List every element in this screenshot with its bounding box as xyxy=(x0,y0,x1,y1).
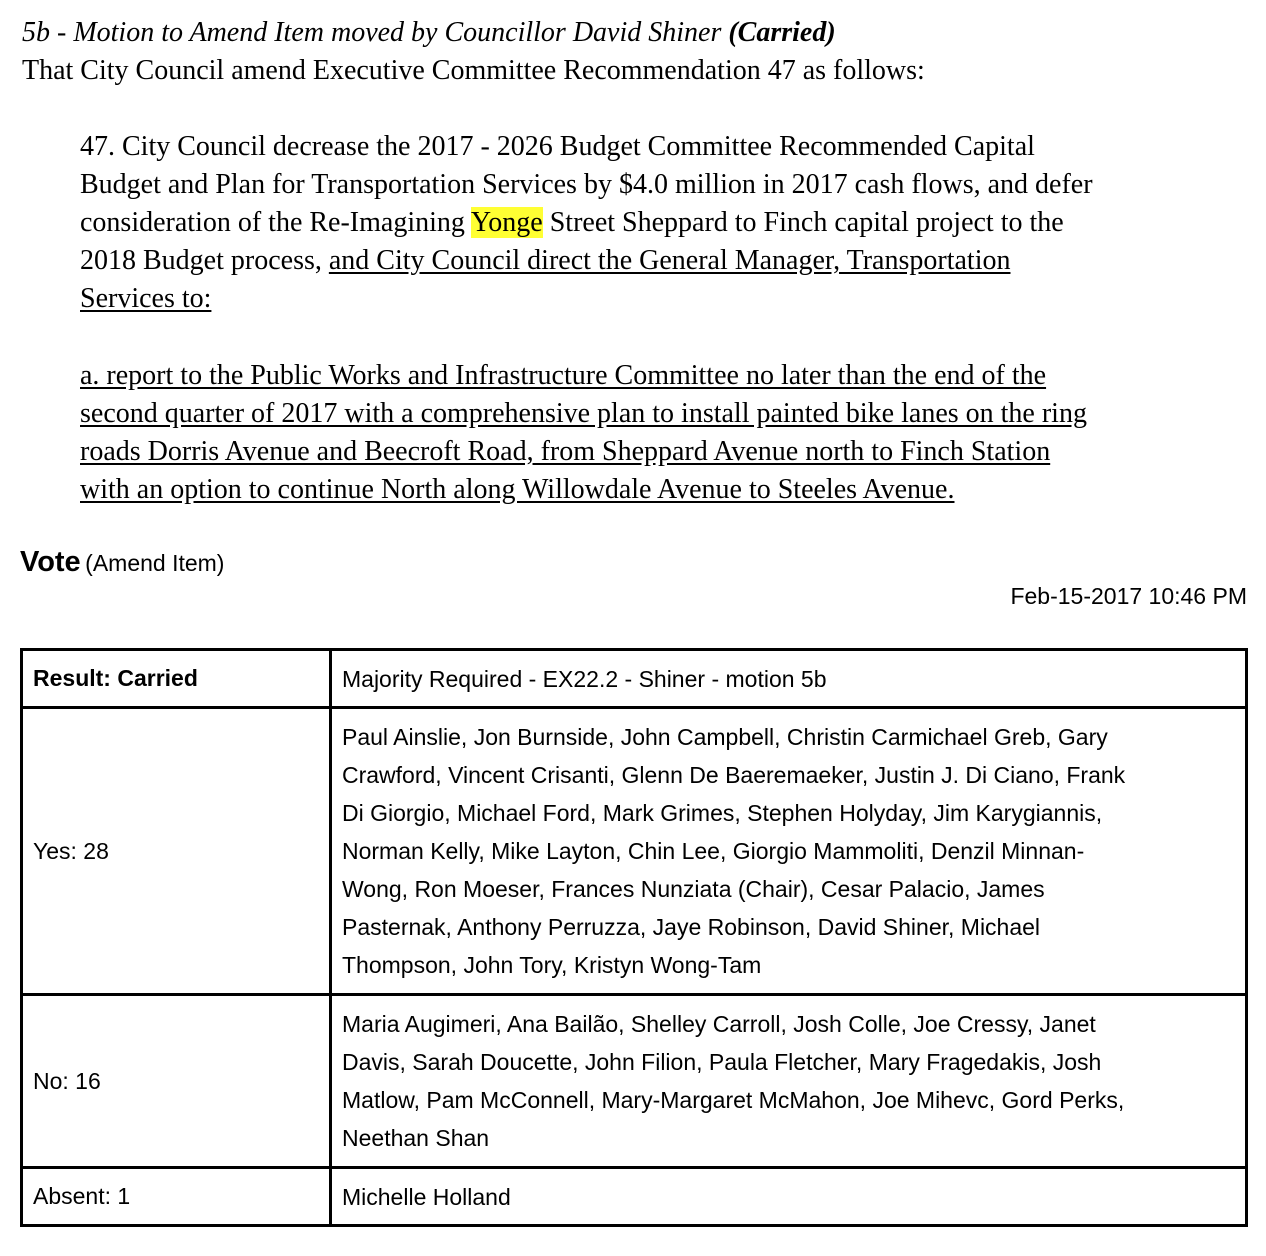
vote-timestamp: Feb-15-2017 10:46 PM xyxy=(1010,583,1247,609)
result-label xyxy=(22,650,331,708)
absent-count: Absent: 1 xyxy=(22,1168,331,1226)
recommendation-line: 47. City Council decrease the 2017 - 2026 Budget Committee Recommended Capital xyxy=(80,131,1035,162)
recommendation-paragraph xyxy=(80,128,1250,318)
sub-item-paragraph xyxy=(80,357,1250,509)
voter-line: Crawford, Vincent Crisanti, Glenn De Baeremaeker, Justin J. Di Ciano, Frank xyxy=(342,762,1126,788)
result-label-text: Result: Carried xyxy=(33,665,198,691)
vote-subtitle: (Amend Item) xyxy=(85,550,225,576)
table-row-no xyxy=(22,995,1247,1168)
table-row-absent xyxy=(22,1168,1247,1226)
yes-voters xyxy=(331,708,1247,995)
voter-line: Pasternak, Anthony Perruzza, Jaye Robinson, David Shiner, Michael xyxy=(342,914,1041,940)
voter-line: Neethan Shan xyxy=(342,1125,490,1151)
no-count: No: 16 xyxy=(22,995,331,1168)
recommendation-text: Street Sheppard to Finch capital project to the xyxy=(542,207,1064,238)
voter-line: Maria Augimeri, Ana Bailão, Shelley Carroll, Josh Colle, Joe Cressy, Janet xyxy=(342,1011,1096,1037)
table-row-result xyxy=(22,650,1247,708)
amended-text: Services to: xyxy=(80,283,212,314)
recommendation-line xyxy=(80,204,1250,242)
recommendation-text: 2018 Budget process, xyxy=(80,245,329,276)
sub-item-line: second quarter of 2017 with a comprehensive plan to install painted bike lanes on the ring xyxy=(80,398,1087,429)
vote-results-table xyxy=(20,648,1248,1227)
vote-title: Vote xyxy=(20,546,81,578)
vote-heading xyxy=(20,546,224,579)
voter-line: Davis, Sarah Doucette, John Filion, Paula Fletcher, Mary Fragedakis, Josh xyxy=(342,1049,1102,1075)
sub-item-line: with an option to continue North along Willowdale Avenue to Steeles Avenue. xyxy=(80,474,955,505)
voter-line: Paul Ainslie, Jon Burnside, John Campbell, Christin Carmichael Greb, Gary xyxy=(342,724,1108,750)
table-row-yes xyxy=(22,708,1247,995)
no-voters xyxy=(331,995,1247,1168)
absent-members: Michelle Holland xyxy=(331,1168,1247,1226)
voter-line: Di Giorgio, Michael Ford, Mark Grimes, Stephen Holyday, Jim Karygiannis, xyxy=(342,800,1103,826)
motion-title-text: 5b - Motion to Amend Item moved by Councillor David Shiner xyxy=(22,17,729,48)
recommendation-text: consideration of the Re-Imagining xyxy=(80,207,471,238)
yes-count: Yes: 28 xyxy=(22,708,331,995)
recommendation-line xyxy=(80,280,1250,318)
sub-item-line: roads Dorris Avenue and Beecroft Road, from Sheppard Avenue north to Finch Station xyxy=(80,436,1051,467)
voter-line: Matlow, Pam McConnell, Mary-Margaret McMahon, Joe Mihevc, Gord Perks, xyxy=(342,1087,1125,1113)
recommendation-line: Budget and Plan for Transportation Services by $4.0 million in 2017 cash flows, and defer xyxy=(80,169,1093,200)
recommendation-line xyxy=(80,242,1250,280)
voter-line: Thompson, John Tory, Kristyn Wong-Tam xyxy=(342,952,762,978)
motion-status: (Carried) xyxy=(728,17,836,48)
result-detail: Majority Required - EX22.2 - Shiner - motion 5b xyxy=(331,650,1247,708)
motion-title xyxy=(22,14,836,52)
sub-item-line: a. report to the Public Works and Infrastructure Committee no later than the end of the xyxy=(80,360,1047,391)
amended-text: and City Council direct the General Manager, Transportation xyxy=(328,245,1011,276)
motion-intro: That City Council amend Executive Committee Recommendation 47 as follows: xyxy=(22,55,925,86)
highlighted-term: Yonge xyxy=(470,207,543,238)
voter-line: Norman Kelly, Mike Layton, Chin Lee, Giorgio Mammoliti, Denzil Minnan- xyxy=(342,838,1085,864)
voter-line: Wong, Ron Moeser, Frances Nunziata (Chair), Cesar Palacio, James xyxy=(342,876,1045,902)
